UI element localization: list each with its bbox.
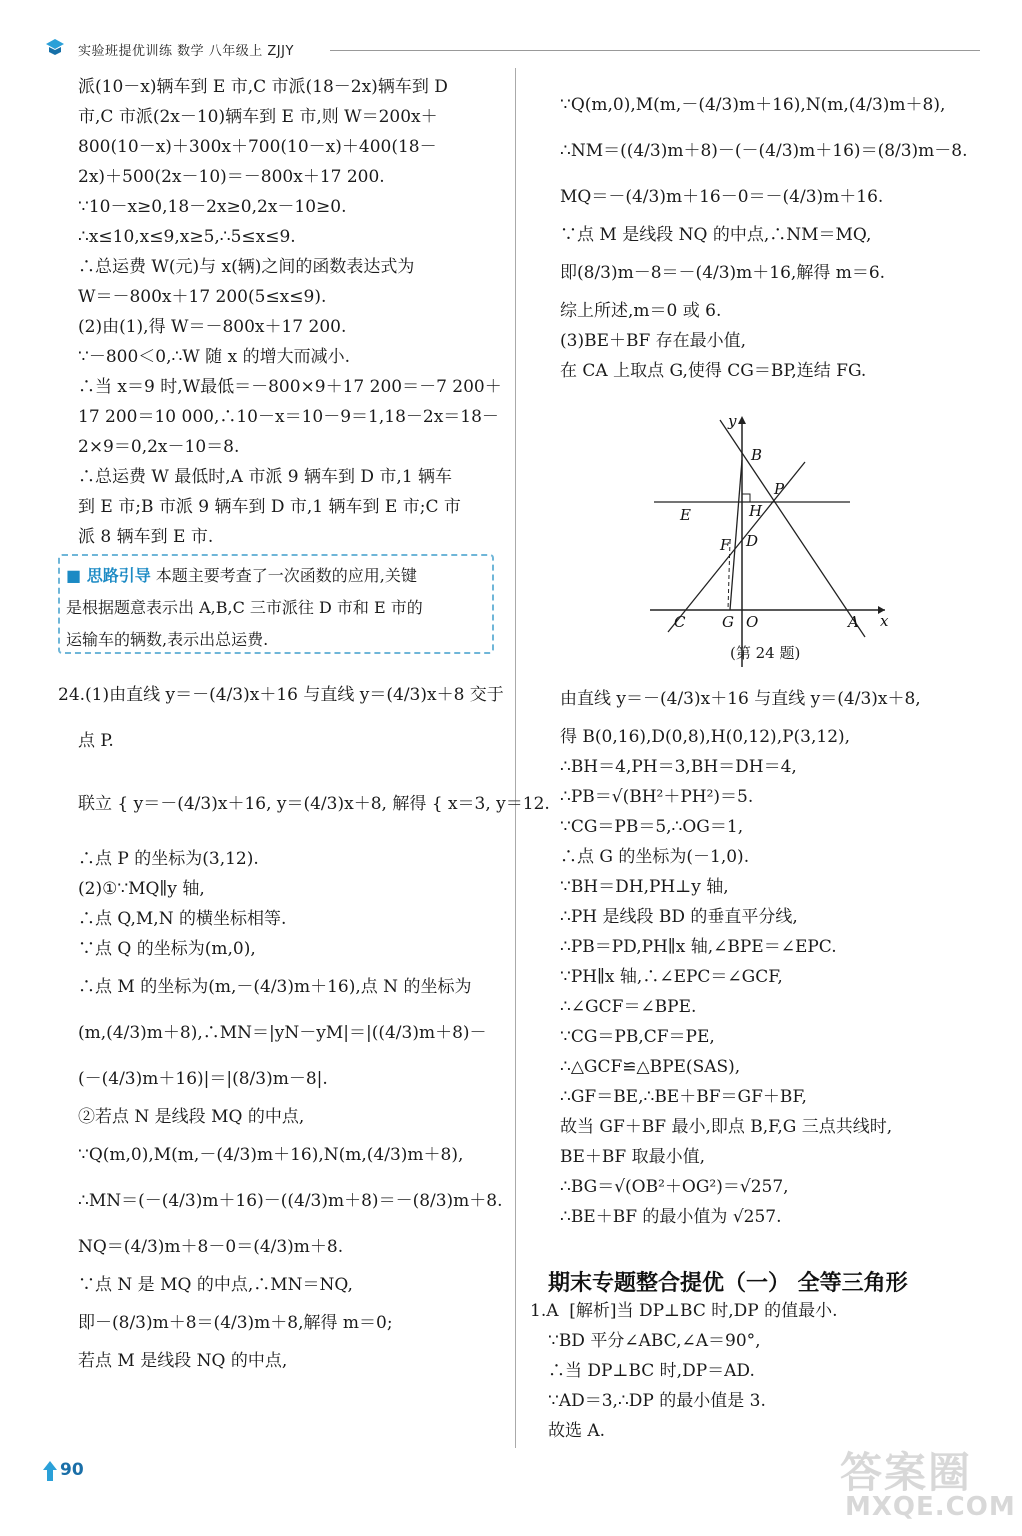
right-column-middle	[560, 676, 990, 1232]
right-column-top	[560, 82, 990, 386]
text-line: ∴点 P 的坐标为(3,12).	[78, 849, 259, 869]
text-line: 市,C 市派(2x－10)辆车到 E 市,则 W＝200x＋	[78, 107, 438, 127]
text-line: ∵CG＝PB＝5,∴OG＝1,	[560, 817, 744, 837]
geometry-figure	[650, 412, 900, 672]
label: x	[880, 612, 889, 630]
hint-line: 运输车的辆数,表示出总运费.	[66, 630, 269, 649]
label: O	[746, 613, 759, 631]
text-line: ∴点 M 的坐标为(m,－(4/3)m＋16),点 N 的坐标为	[78, 977, 472, 997]
text-line: ∴PB＝√(BH²＋PH²)＝5.	[560, 787, 754, 807]
text-line: ∵10－x≥0,18－2x≥0,2x－10≥0.	[78, 197, 347, 217]
text-line: 17 200＝10 000,∴10－x＝10－9＝1,18－2x＝18－	[78, 407, 499, 427]
text-line: ∴BH＝4,PH＝3,BH＝DH＝4,	[560, 757, 797, 777]
header-rule	[330, 50, 980, 51]
text-line: 联立 { y＝－(4/3)x＋16, y＝(4/3)x＋8, 解得 { x＝3, y＝12.	[78, 794, 550, 814]
page-number-text: 90	[60, 1460, 84, 1480]
text-line: ∵BD 平分∠ABC,∠A＝90°,	[548, 1331, 761, 1351]
text-line: 故当 GF＋BF 最小,即点 B,F,G 三点共线时,	[560, 1117, 893, 1137]
text-line: ∵Q(m,0),M(m,－(4/3)m＋16),N(m,(4/3)m＋8),	[560, 95, 946, 115]
arrow-up-icon	[42, 1460, 58, 1482]
text-line: ∴PB＝PD,PH∥x 轴,∠BPE＝∠EPC.	[560, 937, 837, 957]
section-title: 期末专题整合提优（一） 全等三角形	[548, 1271, 908, 1296]
text-line: ∵点 M 是线段 NQ 的中点,∴NM＝MQ,	[560, 225, 872, 245]
label: E	[680, 506, 691, 524]
text-line: ∵BH＝DH,PH⊥y 轴,	[560, 877, 729, 897]
text-line: 到 E 市;B 市派 9 辆车到 D 市,1 辆车到 E 市;C 市	[78, 497, 461, 517]
text-line: (3)BE＋BF 存在最小值,	[560, 331, 747, 351]
text-line: 2x)＋500(2x－10)＝－800x＋17 200.	[78, 167, 385, 187]
text-line: BE＋BF 取最小值,	[560, 1147, 705, 1167]
label: G	[722, 613, 734, 631]
column-divider	[515, 68, 516, 1448]
text-line: ∴PH 是线段 BD 的垂直平分线,	[560, 907, 798, 927]
hint-box	[58, 554, 494, 654]
text-line: 得 B(0,16),D(0,8),H(0,12),P(3,12),	[560, 727, 851, 747]
text-line: ∴当 DP⊥BC 时,DP＝AD.	[548, 1361, 755, 1381]
label: A	[848, 613, 859, 631]
text-line: ∵－800＜0,∴W 随 x 的增大而减小.	[78, 347, 350, 367]
text-line: ∴MN＝(－(4/3)m＋16)－((4/3)m＋8)＝－(8/3)m＋8.	[78, 1191, 503, 1211]
text-line: 即(8/3)m－8＝－(4/3)m＋16,解得 m＝6.	[560, 263, 886, 283]
page-header	[40, 34, 980, 64]
text-line: 派 8 辆车到 E 市.	[78, 527, 214, 547]
hint-line: 是根据题意表示出 A,B,C 三市派往 D 市和 E 市的	[66, 598, 423, 617]
text-line: ∴x≤10,x≤9,x≥5,∴5≤x≤9.	[78, 227, 296, 247]
left-column-bottom	[58, 672, 550, 1376]
header-title: 实验班提优训练 数学 八年级上 ZJJY	[78, 44, 294, 59]
text-line: ∴BE＋BF 的最小值为 √257.	[560, 1207, 782, 1227]
text-line: 24.(1)由直线 y＝－(4/3)x＋16 与直线 y＝(4/3)x＋8 交于	[58, 685, 504, 705]
text-line: 点 P.	[78, 731, 114, 751]
text-line: ∴点 G 的坐标为(－1,0).	[560, 847, 750, 867]
text-line: 由直线 y＝－(4/3)x＋16 与直线 y＝(4/3)x＋8,	[560, 689, 921, 709]
text-line: (－(4/3)m＋16)|＝|(8/3)m－8|.	[78, 1069, 328, 1089]
text-line: ∵AD＝3,∴DP 的最小值是 3.	[548, 1391, 766, 1411]
text-line: ∵PH∥x 轴,∴∠EPC＝∠GCF,	[560, 967, 783, 987]
label: H	[749, 502, 763, 520]
label: C	[674, 613, 686, 631]
label: B	[751, 446, 763, 464]
text-line: NQ＝(4/3)m＋8－0＝(4/3)m＋8.	[78, 1237, 344, 1257]
watermark-url: MXQE.COM	[845, 1492, 1016, 1522]
book-logo-icon	[44, 36, 66, 58]
text-line: 800(10－x)＋300x＋700(10－x)＋400(18－	[78, 137, 437, 157]
text-line: 2×9＝0,2x－10＝8.	[78, 437, 240, 457]
right-column-bottom	[530, 1296, 960, 1446]
text-line: W＝－800x＋17 200(5≤x≤9).	[78, 287, 327, 307]
text-line: ∵点 N 是 MQ 的中点,∴MN＝NQ,	[78, 1275, 353, 1295]
text-line: 1.A [解析]当 DP⊥BC 时,DP 的值最小.	[530, 1301, 838, 1321]
text-line: ∴总运费 W(元)与 x(辆)之间的函数表达式为	[78, 257, 415, 277]
text-line: ∵Q(m,0),M(m,－(4/3)m＋16),N(m,(4/3)m＋8),	[78, 1145, 464, 1165]
text-line: ②若点 N 是线段 MQ 的中点,	[78, 1107, 305, 1127]
text-line: ∴点 Q,M,N 的横坐标相等.	[78, 909, 287, 929]
label: y	[728, 412, 737, 430]
hint-tag: ■ 思路引导	[66, 566, 151, 585]
left-column-top	[78, 72, 508, 552]
label: P	[774, 480, 785, 498]
text-line: ∴△GCF≌△BPE(SAS),	[560, 1057, 741, 1077]
text-line: ∴NM＝((4/3)m＋8)－(－(4/3)m＋16)＝(8/3)m－8.	[560, 141, 968, 161]
text-line: ∵CG＝PB,CF＝PE,	[560, 1027, 715, 1047]
label: D	[746, 532, 759, 550]
page-number	[42, 1458, 102, 1484]
text-line: ∴当 x＝9 时,W最低＝－800×9＋17 200＝－7 200＋	[78, 377, 502, 397]
line-CP	[668, 462, 805, 632]
text-line: 在 CA 上取点 G,使得 CG＝BP,连结 FG.	[560, 361, 867, 381]
text-line: ∴总运费 W 最低时,A 市派 9 辆车到 D 市,1 辆车	[78, 467, 453, 487]
text-line: 即－(8/3)m＋8＝(4/3)m＋8,解得 m＝0;	[78, 1313, 393, 1333]
text-line: MQ＝－(4/3)m＋16－0＝－(4/3)m＋16.	[560, 187, 884, 207]
text-line: (2)①∵MQ∥y 轴,	[78, 879, 205, 899]
label: F	[720, 536, 731, 554]
figure-caption: (第 24 题)	[730, 644, 801, 662]
text-line: 综上所述,m＝0 或 6.	[560, 301, 722, 321]
text-line: ∵点 Q 的坐标为(m,0),	[78, 939, 256, 959]
watermark-logo: 答案圈	[840, 1448, 973, 1497]
text-line: (m,(4/3)m＋8),∴MN＝|yN－yM|＝|((4/3)m＋8)－	[78, 1023, 487, 1043]
text-line: ∴BG＝√(OB²＋OG²)＝√257,	[560, 1177, 789, 1197]
text-line: 派(10－x)辆车到 E 市,C 市派(18－2x)辆车到 D	[78, 77, 448, 97]
text-line: (2)由(1),得 W＝－800x＋17 200.	[78, 317, 347, 337]
hint-line: 本题主要考查了一次函数的应用,关键	[155, 566, 417, 585]
text-line: ∴∠GCF＝∠BPE.	[560, 997, 697, 1017]
text-line: 故选 A.	[548, 1421, 606, 1441]
text-line: ∴GF＝BE,∴BE＋BF＝GF＋BF,	[560, 1087, 807, 1107]
segment-BG	[730, 460, 742, 610]
text-line: 若点 M 是线段 NQ 的中点,	[78, 1351, 288, 1371]
